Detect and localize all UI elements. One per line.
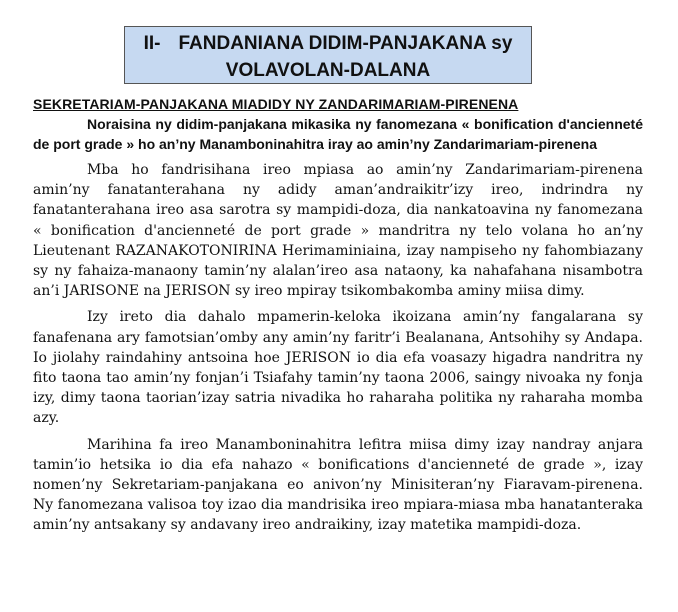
ministry-heading: SEKRETARIAM-PANJAKANA MIADIDY NY ZANDARIMARIAM-PIRENENA — [33, 96, 519, 112]
section-title-line1 — [125, 30, 531, 57]
section-title-line2: VOLAVOLAN-DALANA — [225, 60, 431, 81]
paragraph-1: Mba ho fandrisihana ireo mpiasa ao amin’ny Zandarimariam-pirenena amin’ny fanatanterahana ny adidy aman’andraikitr’izy ireo, indrindra ny fanatanterahana ireo asa sarotra sy mampidi-doza, dia nankatoavina ny fanomezana « bonification d'ancienneté de port grade » mandritra ny telo volana ho an’ny Lieutenant RAZANAKOTONIRINA Herimaminiaina, izay nampiseho ny fahombiazany sy ny fahaiza-manaony tamin’ny alalan’ireo asa nataony, ka nahafahana nisambotra an’i JARISONE na JERISON sy ireo mpiray tsikombakomba aminy miisa dimy. — [33, 162, 643, 300]
decree-subheading: Noraisina ny didim-panjakana mikasika ny fanomezana « bonification d'ancienneté de port grade » ho an’ny Manamboninahitra iray ao amin’ny Zandarimariam-pirenena — [33, 116, 643, 152]
document-body — [33, 94, 643, 536]
section-title-text: FANDANIANA DIDIM-PANJAKANA sy — [178, 33, 513, 54]
paragraph-2: Izy ireto dia dahalo mpamerin-keloka ikoizana amin’ny fangalarana sy fanafenana ary famotsian’omby any amin’ny faritr’i Bealanana, Antsohihy sy Andapa. Io jiolahy raindahiny antsoina hoe JERISON io dia efa voasazy higadra nandritra ny fito taona tao amin’ny fonjan’i Tsiafahy tamin’ny taona 2006, saingy nivoaka ny fonja izy, dimy taona taorian’izay satria nivadika ho raharaha politika ny raharaha momba azy. — [33, 309, 643, 427]
section-title-box — [124, 26, 532, 84]
paragraph-3: Marihina fa ireo Manamboninahitra lefitra miisa dimy izay nandray anjara tamin’io hetsika io dia efa nahazo « bonifications d'ancienneté de grade », izay nomen’ny Sekretariam-panjakana eo anivon’ny Minisiteran’ny Fiaravam-pirenena. Ny fanomezana valisoa toy izao dia mandrisika ireo mpiara-miasa mba hanatanteraka amin’ny antsakany sy andavany ireo andraikiny, izay matetika mampidi-doza. — [33, 436, 643, 534]
section-number: II- — [143, 33, 161, 54]
